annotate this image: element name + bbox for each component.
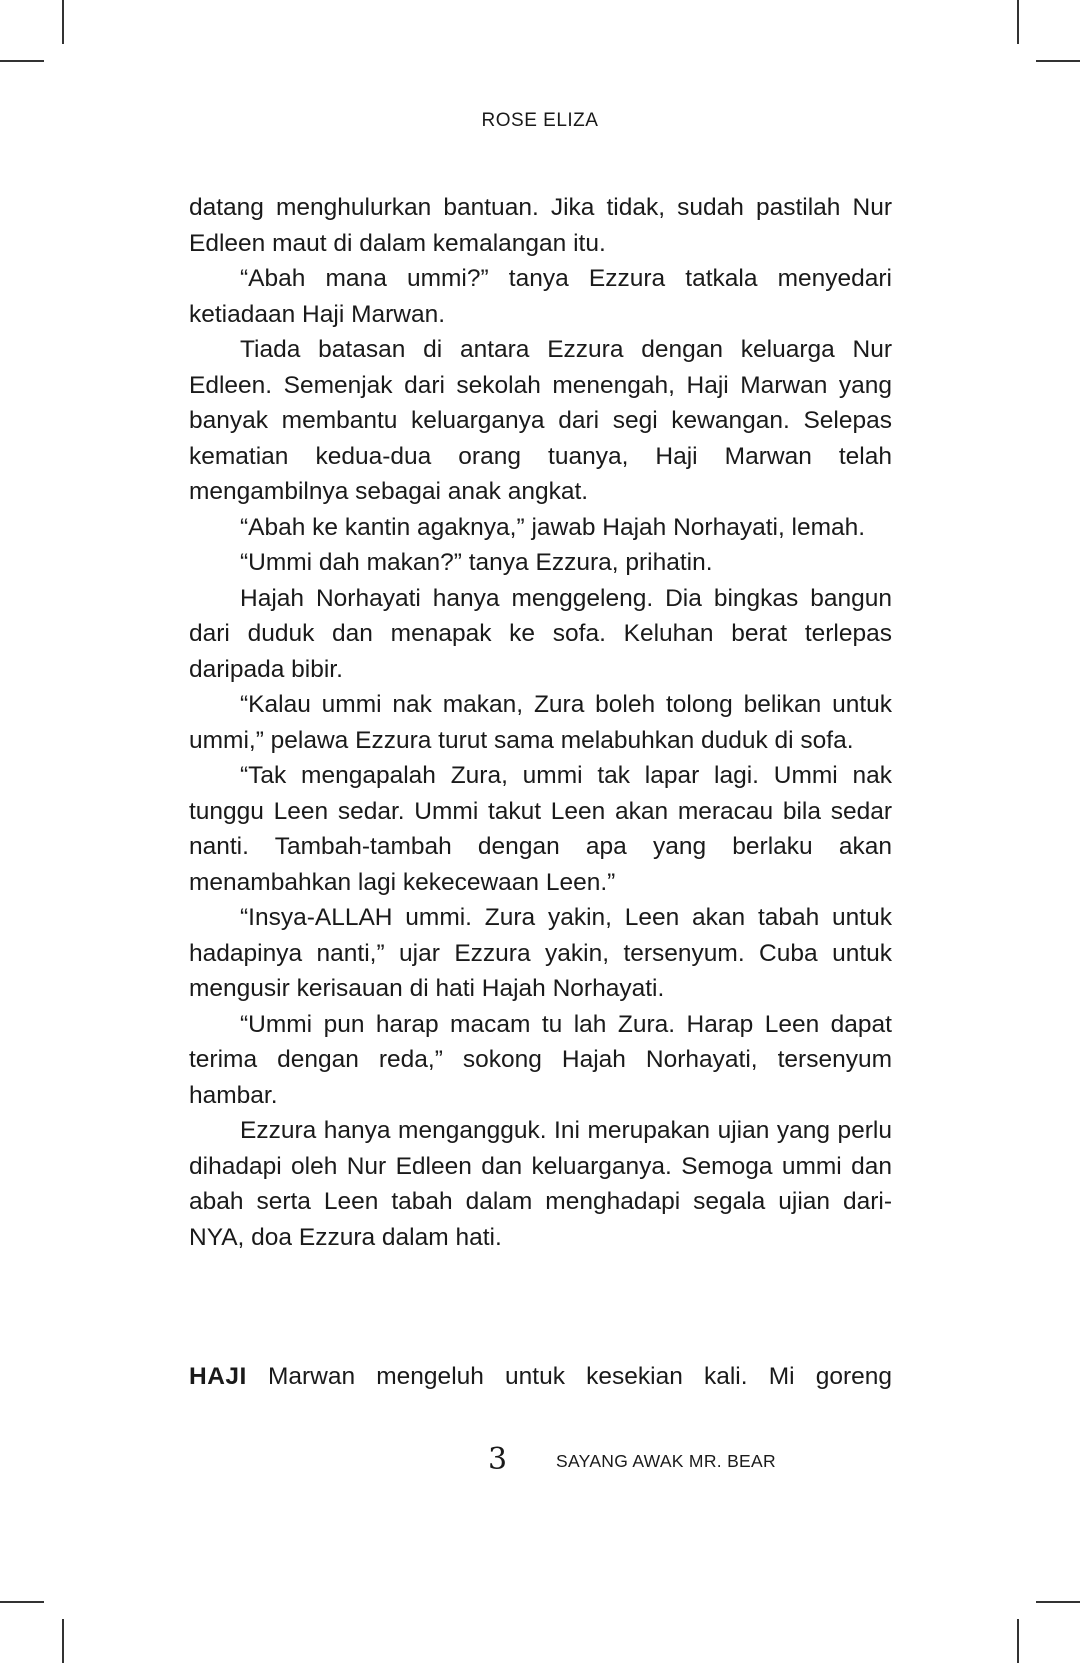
crop-mark-bottom-left-vertical <box>62 1619 64 1663</box>
paragraph: “Tak mengapalah Zura, ummi tak lapar lagi. Ummi nak tunggu Leen sedar. Ummi takut Leen akan meracau bila sedar nanti. Tambah-tambah dengan apa yang berlaku akan menambahkan lagi kekecewaan Leen.” <box>189 762 892 896</box>
crop-mark-bottom-left-horizontal <box>0 1601 44 1603</box>
page-footer <box>0 1440 1080 1480</box>
crop-mark-bottom-right-vertical <box>1017 1619 1019 1663</box>
crop-mark-top-right-horizontal <box>1036 60 1080 62</box>
section-opening-paragraph <box>189 1359 892 1395</box>
crop-mark-bottom-right-horizontal <box>1036 1601 1080 1603</box>
paragraph: “Abah ke kantin agaknya,” jawab Hajah Norhayati, lemah. <box>240 513 866 541</box>
crop-mark-top-left-horizontal <box>0 60 44 62</box>
running-header-author: ROSE ELIZA <box>481 110 599 131</box>
paragraph: “Ummi dah makan?” tanya Ezzura, prihatin. <box>240 549 713 576</box>
paragraph: Hajah Norhayati hanya menggeleng. Dia bingkas bangun dari duduk dan menapak ke sofa. Keluhan berat terlepas daripada bibir. <box>189 584 892 683</box>
body-text <box>189 190 892 1255</box>
paragraph: datang menghulurkan bantuan. Jika tidak, sudah pastilah Nur Edleen maut di dalam kemalangan itu. <box>189 194 892 257</box>
paragraph: “Abah mana ummi?” tanya Ezzura tatkala menyedari ketiadaan Haji Marwan. <box>189 265 892 328</box>
paragraph: “Insya-ALLAH ummi. Zura yakin, Leen akan tabah untuk hadapinya nanti,” ujar Ezzura yakin, tersenyum. Cuba untuk mengusir kerisauan di hati Hajah Norhayati. <box>189 904 892 1002</box>
paragraph: Ezzura hanya mengangguk. Ini merupakan ujian yang perlu dihadapi oleh Nur Edleen dan keluarganya. Semoga ummi dan abah serta Leen tabah dalam menghadapi segala ujian dari-NYA, doa Ezzura dalam hati. <box>189 1117 892 1251</box>
paragraph: “Ummi pun harap macam tu lah Zura. Harap Leen dapat terima dengan reda,” sokong Hajah Norhayati, tersenyum hambar. <box>189 1010 892 1109</box>
crop-mark-top-left-vertical <box>62 0 64 44</box>
crop-mark-top-right-vertical <box>1017 0 1019 44</box>
paragraph: Tiada batasan di antara Ezzura dengan keluarga Nur Edleen. Semenjak dari sekolah menengah, Haji Marwan yang banyak membantu keluarganya dari segi kewangan. Selepas kematian kedua-dua orang tuanya, Haji Marwan telah mengambilnya sebagai anak angkat. <box>189 336 892 505</box>
new-section <box>189 1359 892 1395</box>
section-lead-word: HAJI <box>189 1363 247 1390</box>
page-number: 3 <box>488 1442 508 1477</box>
paragraph: “Kalau ummi nak makan, Zura boleh tolong belikan untuk ummi,” pelawa Ezzura turut sama melabuhkan duduk di sofa. <box>189 691 892 754</box>
running-footer-book-title: SAYANG AWAK MR. BEAR <box>556 1451 776 1471</box>
section-opening-text: Marwan mengeluh untuk kesekian kali. Mi goreng <box>246 1363 892 1390</box>
